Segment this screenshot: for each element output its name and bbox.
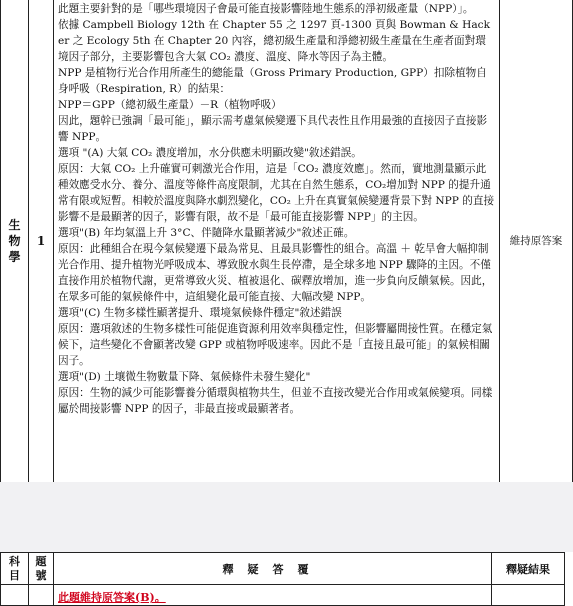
answer-paragraph: 原因：選項敘述的生物多樣性可能促進資源利用效率與穩定性，但影響屬間接性質。在穩定氣候下，這些變化不會顯著改變 GPP 或植物呼吸速率。因此不是「直接且最可能」的氣候相關因子。 bbox=[58, 323, 493, 367]
bottom-number-cell bbox=[29, 585, 54, 606]
answer-paragraph: 選項"(D) 土壤微生物數量下降、氣候條件未發生變化" bbox=[58, 371, 311, 383]
answer-paragraph: 原因：生物的減少可能影響養分循環與植物共生，但並不直接改變光合作用或氣候變項。同樣屬於間接影響 NPP 的因子，非最直接或最顯著者。 bbox=[58, 387, 493, 415]
header-result-label: 釋疑結果 bbox=[506, 562, 550, 576]
bottom-answer-cell bbox=[54, 585, 492, 606]
header-answer-label: 釋疑答覆 bbox=[222, 562, 323, 576]
header-subject-cell bbox=[1, 553, 29, 585]
answer-cell bbox=[54, 0, 500, 483]
header-number-cell bbox=[29, 553, 54, 585]
header-subject-char-1: 科 bbox=[9, 554, 20, 568]
answer-paragraph: 選項 "(A) 大氣 CO₂ 濃度增加，水分供應未明顯改變"敘述錯誤。 bbox=[58, 147, 362, 159]
question-number: 1 bbox=[36, 233, 46, 248]
document-page-bottom bbox=[0, 552, 573, 604]
subject-char-3: 學 bbox=[8, 249, 21, 264]
bottom-result-cell bbox=[492, 585, 565, 606]
answer-paragraph: NPP＝GPP（總初級生產量）－R（植物呼吸） bbox=[58, 99, 282, 111]
bottom-subject-cell bbox=[1, 585, 29, 606]
header-subject-char-2: 目 bbox=[9, 568, 20, 582]
header-result-cell bbox=[492, 553, 565, 585]
subject-cell bbox=[1, 0, 29, 483]
page-gap bbox=[0, 482, 573, 552]
result-cell bbox=[500, 0, 573, 483]
question-number-cell bbox=[29, 0, 54, 483]
header-no-char-2: 號 bbox=[35, 568, 47, 582]
result-text: 維持原答案 bbox=[509, 235, 563, 247]
subject-char-1: 生 bbox=[8, 217, 21, 232]
response-table-header bbox=[0, 552, 565, 606]
answer-paragraph: 原因：大氣 CO₂ 上升確實可刺激光合作用，這是「CO₂ 濃度效應」。然而，實地測量顯示此種效應受水分、養分、溫度等條件高度限制，尤其在自然生態系，CO₂增加對 NPP 的提升通常有限或短暫。相較於溫度與降水劇烈變化，CO₂ 上升在真實氣候變遷背景下對 NPP 的直接影響不是最顯著的因子，影響有限，故不是「最可能直接影響 NPP」的主因。 bbox=[58, 163, 495, 223]
answer-paragraph: 選項"(B) 年均氣溫上升 3°C、伴隨降水量顯著減少"敘述正確。 bbox=[58, 227, 355, 239]
answer-paragraph: 原因：此種組合在現今氣候變遷下最為常見、且最具影響性的組合。高溫 ＋ 乾旱會大幅抑制光合作用、提升植物光呼吸成本、導致脫水與生長停滯，是全球多地 NPP 驟降的主因。不僅直接作用於植物代謝，更常導致火災、植被退化、碳釋放增加，進一步負向反饋氣候。因此，在眾多可能的氣候條件中，這組變化最可能直接、大幅改變 NPP。 bbox=[58, 243, 493, 303]
maintain-answer-line: 此題維持原答案(B)。 bbox=[58, 591, 166, 604]
header-answer-cell bbox=[54, 553, 492, 585]
header-no-char-1: 題 bbox=[35, 554, 47, 568]
answer-paragraph: 此題主要針對的是「哪些環境因子會最可能直接影響陸地生態系的淨初級產量（NPP）」。 bbox=[58, 3, 474, 15]
answer-paragraph: 因此，題幹已強調「最可能」，顯示需考慮氣候變遷下具代表性且作用最強的直接因子直接影響 NPP。 bbox=[58, 115, 488, 143]
subject-char-2: 物 bbox=[8, 233, 21, 248]
answer-paragraph: 依據 Campbell Biology 12th 在 Chapter 55 之 1297 頁-1300 頁與 Bowman & Hacker 之 Ecology 5th 在 Chapter 20 內容，總初級生產量和淨總初級生產量在生產者面對環境因子部分，主要影響包含大氣 CO₂ 濃度、溫度、降水等因子為主體。 bbox=[58, 19, 490, 63]
answer-paragraph: 選項"(C) 生物多樣性顯著提升、環境氣候條件穩定"敘述錯誤 bbox=[58, 307, 342, 319]
answer-paragraph: NPP 是植物行光合作用所產生的總能量（Gross Primary Production, GPP）扣除植物自身呼吸（Respiration, R）的結果： bbox=[58, 67, 487, 95]
